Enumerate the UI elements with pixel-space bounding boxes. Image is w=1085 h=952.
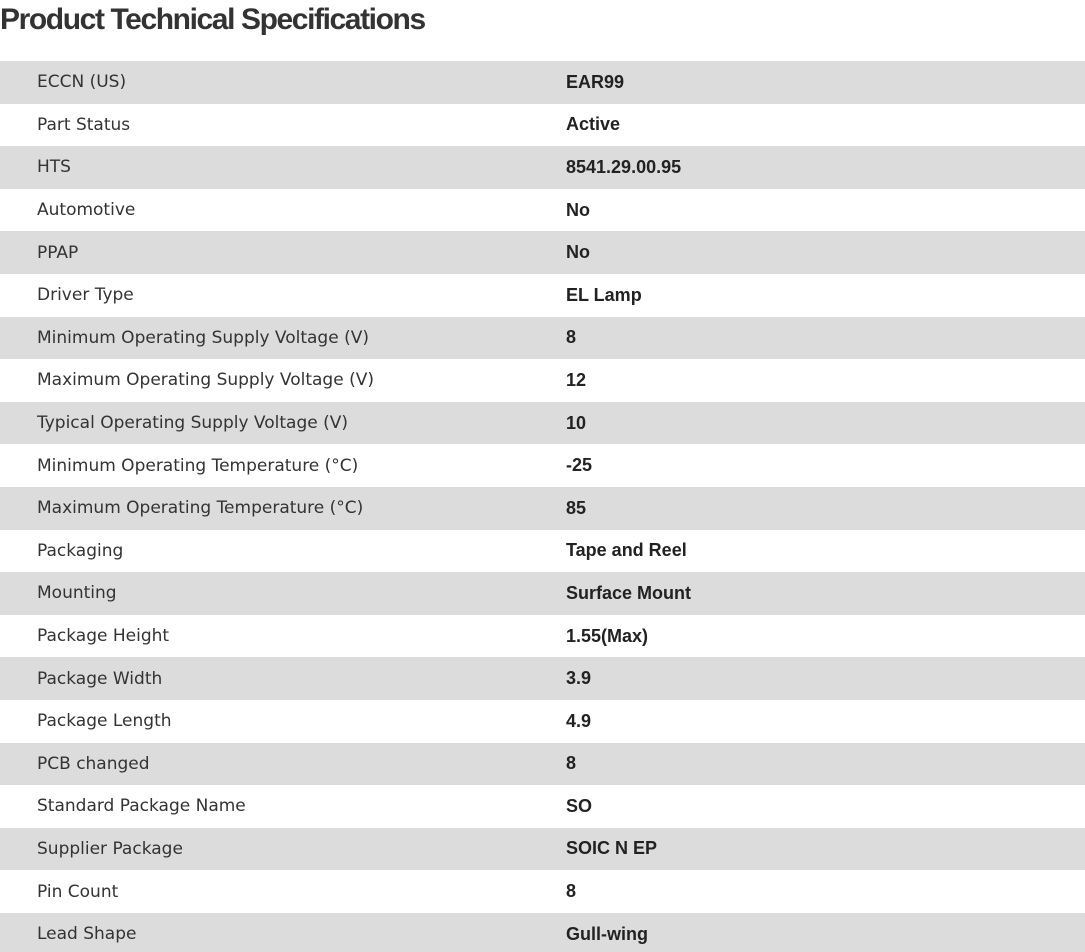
spec-row-typ-supply-voltage [0,402,1085,445]
spec-row-max-temperature [0,487,1085,530]
spec-label: Part Status [37,114,131,135]
spec-row-lead-shape [0,913,1085,952]
spec-row-automotive [0,189,1085,232]
spec-row-package-width [0,657,1085,700]
spec-value: 3.9 [566,668,592,689]
spec-value: Surface Mount [566,582,692,603]
spec-value: No [566,242,590,263]
spec-value: EAR99 [566,71,625,92]
spec-value: 12 [566,369,587,390]
spec-row-min-supply-voltage [0,317,1085,360]
spec-row-pin-count [0,870,1085,913]
spec-label: PPAP [37,242,79,263]
spec-value: 85 [566,497,587,518]
spec-row-ppap [0,231,1085,274]
spec-row-supplier-package [0,828,1085,871]
spec-label: Mounting [37,583,117,604]
spec-label: Minimum Operating Temperature (°C) [37,455,359,476]
page-title: Product Technical Specifications [0,3,425,36]
spec-label: Automotive [37,200,136,221]
spec-row-driver-type [0,274,1085,317]
spec-row-min-temperature [0,444,1085,487]
spec-row-package-height [0,615,1085,658]
spec-label: Package Width [37,668,163,689]
spec-row-package-length [0,700,1085,743]
spec-row-max-supply-voltage [0,359,1085,402]
spec-label: Maximum Operating Supply Voltage (V) [37,370,374,391]
spec-label: Pin Count [37,881,119,902]
spec-label: Package Length [37,711,172,732]
spec-value: Active [566,114,621,135]
spec-value: 1.55(Max) [566,625,649,646]
spec-value: SOIC N EP [566,838,658,859]
spec-row-hts [0,146,1085,189]
spec-row-pcb-changed [0,743,1085,786]
spec-value: 10 [566,412,587,433]
spec-row-eccn [0,61,1085,104]
spec-row-mounting [0,572,1085,615]
spec-value: No [566,199,590,220]
spec-value: 8541.29.00.95 [566,156,682,177]
spec-table [0,61,1085,952]
spec-value: EL Lamp [566,284,642,305]
spec-value: 8 [566,881,577,902]
spec-label: Lead Shape [37,924,137,945]
spec-row-standard-package-name [0,785,1085,828]
spec-value: Gull-wing [566,923,648,944]
spec-label: PCB changed [37,753,150,774]
spec-label: Minimum Operating Supply Voltage (V) [37,327,369,348]
spec-value: SO [566,795,593,816]
spec-label: Standard Package Name [37,796,246,817]
spec-label: Supplier Package [37,838,183,859]
spec-label: Maximum Operating Temperature (°C) [37,498,364,519]
spec-row-part-status [0,104,1085,147]
spec-label: Typical Operating Supply Voltage (V) [37,413,348,434]
spec-label: Packaging [37,540,124,561]
spec-label: Package Height [37,626,170,647]
spec-row-packaging [0,530,1085,573]
spec-value: Tape and Reel [566,540,687,561]
spec-value: 8 [566,753,577,774]
spec-value: -25 [566,455,593,476]
spec-label: HTS [37,157,71,178]
spec-label: Driver Type [37,285,134,306]
spec-value: 4.9 [566,710,592,731]
spec-value: 8 [566,327,577,348]
spec-label: ECCN (US) [37,72,127,93]
